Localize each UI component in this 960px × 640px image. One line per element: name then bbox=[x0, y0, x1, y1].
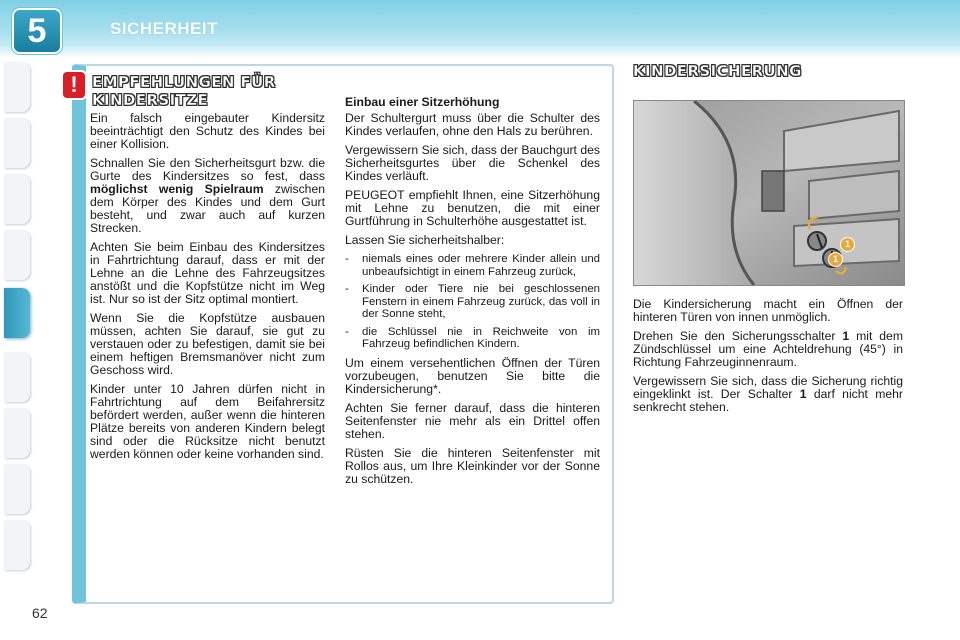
paragraph bbox=[633, 375, 903, 414]
warning-exclamation-icon: ! bbox=[63, 72, 85, 98]
chapter-tab[interactable] bbox=[4, 230, 30, 280]
emphasis-text: 1 bbox=[842, 329, 850, 343]
chapter-tab[interactable] bbox=[4, 62, 30, 112]
paragraph bbox=[90, 157, 325, 235]
section-heading-recommendations bbox=[92, 73, 276, 109]
paragraph: Der Schultergurt muss über die Schulter des Kindes verlaufen, ohne den Hals zu berühren. bbox=[345, 111, 600, 138]
callout-marker: 1 bbox=[828, 252, 843, 267]
chapter-number: 5 bbox=[27, 12, 47, 50]
text-run: Schnallen Sie den Sicherheitsgurt bzw. die Gurte des Kindersitzes so fest, dass bbox=[90, 156, 325, 183]
paragraph: Wenn Sie die Kopfstütze ausbauen müssen, achten Sie darauf, sie gut zu verstauen oder zu befestigen, damit sie bei einem heftigen Bremsmanöver nicht zum Geschoss wird. bbox=[90, 311, 325, 377]
section-heading-child-lock: KINDERSICHERUNG bbox=[633, 62, 802, 80]
chapter-tab[interactable] bbox=[4, 408, 30, 458]
paragraph: Achten Sie beim Einbau des Kindersitzes in Fahrtrichtung darauf, dass er mit der Lehne an die Lehne des Fahrzeugsitzes anstößt und die Kopfstütze nicht im Weg ist. Nur so ist der Sitz optimal montiert. bbox=[90, 240, 325, 306]
text-run: Vergewissern Sie sich, dass die Sicherung richtig eingeklinkt ist. Der Schalter bbox=[633, 374, 903, 401]
text-run: Drehen Sie den Sicherungsschalter bbox=[633, 329, 843, 343]
paragraph: Achten Sie ferner darauf, dass die hinteren Seitenfenster nie mehr als ein Drittel offen stehen. bbox=[345, 400, 600, 441]
list-item: - niemals eines oder mehrere Kinder allein und unbeaufsichtigt in einem Fahrzeug zurück, bbox=[345, 253, 600, 278]
heading-line: KINDERSITZE bbox=[92, 91, 209, 109]
list-item: - die Schlüssel nie in Reichweite von im Fahrzeug befindlichen Kindern. bbox=[345, 325, 600, 350]
paragraph: Die Kindersicherung macht ein Öffnen der hinteren Türen von innen unmöglich. bbox=[633, 297, 903, 324]
paragraph: Lassen Sie sicherheitshalber: bbox=[345, 233, 505, 247]
chapter-tab[interactable] bbox=[4, 464, 30, 514]
paragraph: PEUGEOT empfiehlt Ihnen, eine Sitzerhöhung mit Lehne zu benutzen, die mit einer Gurtführung in Schulterhöhe ausgestattet ist. bbox=[345, 188, 600, 228]
chapter-tab[interactable] bbox=[4, 520, 30, 570]
header-edge bbox=[0, 44, 960, 58]
text-run: mit dem Zündschlüssel um eine Achteldrehung (45°) in Richtung Fahrzeuginnenraum. bbox=[633, 329, 903, 369]
callout-marker: 1 bbox=[840, 237, 855, 252]
page-number: 62 bbox=[32, 605, 48, 621]
subheading-booster-seat: Einbau einer Sitzerhöhung bbox=[345, 95, 500, 109]
text-column-1 bbox=[90, 112, 325, 467]
text-column-2 bbox=[345, 96, 600, 492]
text-run: darf nicht mehr senkrecht stehen. bbox=[633, 387, 903, 414]
chapter-badge bbox=[14, 10, 60, 52]
child-lock-photo bbox=[633, 100, 905, 286]
paragraph: Ein falsch eingebauter Kindersitz beeinträchtigt den Schutz des Kindes bei einer Kollision. bbox=[90, 111, 325, 151]
chapter-title: SICHERHEIT bbox=[110, 19, 218, 38]
heading-line: EMPFEHLUNGEN FÜR bbox=[92, 73, 276, 91]
child-lock-text bbox=[633, 298, 903, 420]
emphasis-text: 1 bbox=[799, 387, 807, 401]
paragraph bbox=[633, 330, 903, 369]
chapter-tab[interactable] bbox=[4, 352, 30, 402]
chapter-tabs bbox=[0, 62, 36, 582]
chapter-tab[interactable] bbox=[4, 118, 30, 168]
chapter-tab-active[interactable] bbox=[4, 288, 30, 338]
paragraph: Kinder unter 10 Jahren dürfen nicht in Fahrtrichtung auf dem Beifahrersitz befördert werden, außer wenn die hinteren Plätze bereits von anderen Kindern belegt sind oder die Rücksitze nicht benutzt werden können oder keine vorhanden sind. bbox=[90, 382, 325, 461]
paragraph: Rüsten Sie die hinteren Seitenfenster mit Rollos aus, um Ihre Kleinkinder vor der Sonne zu schützen. bbox=[345, 445, 600, 486]
door-lock-illustration bbox=[634, 101, 904, 285]
paragraph: Um einem versehentlichen Öffnen der Türen vorzubeugen, benutzen Sie bitte die Kindersicherung*. bbox=[345, 355, 600, 396]
safety-list bbox=[345, 253, 600, 351]
list-item-text: die Schlüssel nie in Reichweite von im Fahrzeug befindlichen Kindern. bbox=[362, 325, 600, 350]
list-item-text: niemals eines oder mehrere Kinder allein und unbeaufsichtigt in einem Fahrzeug zurück, bbox=[362, 253, 600, 278]
emphasis-text: möglichst wenig Spielraum bbox=[90, 182, 264, 196]
list-item: - Kinder oder Tiere nie bei geschlossenen Fenstern in einem Fahrzeug zurück, das voll in der Sonne steht, bbox=[345, 283, 600, 320]
chapter-tab[interactable] bbox=[4, 174, 30, 224]
list-item-text: Kinder oder Tiere nie bei geschlossenen Fenstern in einem Fahrzeug zurück, das voll in der Sonne steht, bbox=[362, 283, 600, 320]
text-run: zwischen dem Körper des Kindes und dem Gurt besteht, und zwar auch auf kurzen Strecken. bbox=[90, 182, 326, 235]
paragraph: Vergewissern Sie sich, dass der Bauchgurt des Sicherheitsgurtes über die Schenkel des Kindes verläuft. bbox=[345, 143, 600, 183]
